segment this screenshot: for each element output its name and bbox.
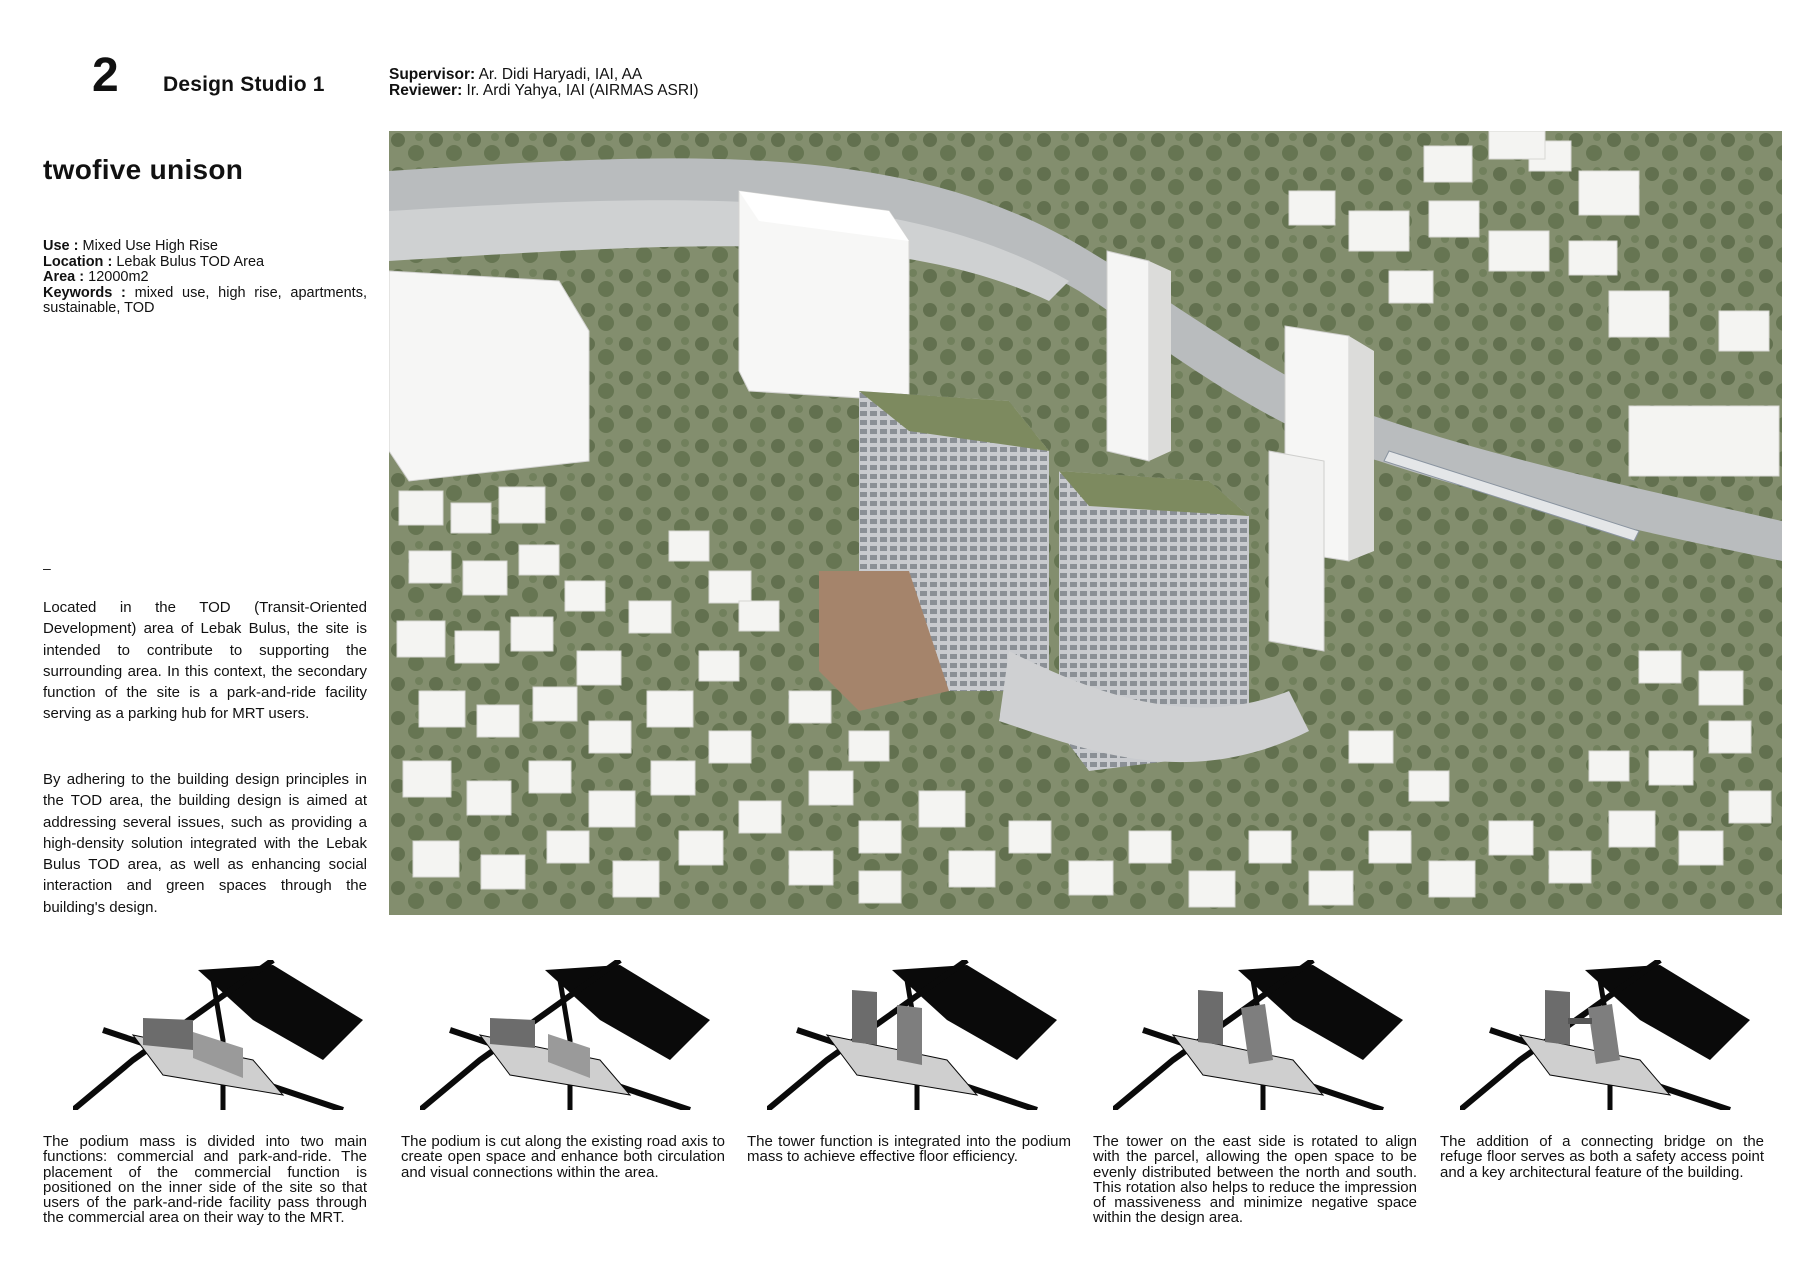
area-label: Area : — [43, 269, 85, 285]
aerial-render-image — [389, 131, 1782, 915]
supervisor-label: Supervisor: — [389, 66, 476, 83]
supervisor-name: Ar. Didi Haryadi, IAI, AA — [478, 66, 643, 83]
area-line — [43, 270, 367, 286]
description-paragraph-1: Located in the TOD (Transit-Oriented Development) area of Lebak Bulus, the site is intended to contribute to supporting the surrounding area. In this context, the secondary function of the site is a park-and-ride facility serving as a parking hub for MRT users. — [43, 599, 367, 723]
location-line — [43, 255, 367, 271]
diagram-2-podium-cut — [420, 960, 710, 1110]
keywords-label: Keywords : — [43, 284, 126, 301]
use-label: Use : — [43, 238, 79, 254]
diagram-5-connecting-bridge — [1460, 960, 1750, 1110]
credits-block — [389, 67, 699, 99]
reviewer-line — [389, 83, 699, 99]
diagram-2-caption: The podium is cut along the existing road axis to create open space and enhance both circulation and visual connections within the area. — [401, 1133, 725, 1181]
keywords-value: mixed use, high rise, apartments, sustainable, TOD — [43, 284, 367, 316]
diagram-4-tower-rotation — [1113, 960, 1403, 1110]
use-value: Mixed Use High Rise — [82, 238, 218, 254]
studio-title: Design Studio 1 — [163, 73, 325, 96]
diagram-1-caption: The podium mass is divided into two main functions: commercial and park-and-ride. The placement of the commercial function is positioned on the inner side of the site so that users of the park-and-ride facility pass through the commercial area on their way to the MRT. — [43, 1133, 367, 1227]
diagram-5-caption: The addition of a connecting bridge on the refuge floor serves as both a safety access point and a key architectural feature of the building. — [1440, 1133, 1764, 1181]
reviewer-label: Reviewer: — [389, 82, 463, 99]
diagram-3-tower-integration — [767, 960, 1057, 1110]
separator-dash: – — [43, 560, 51, 576]
location-label: Location : — [43, 253, 113, 270]
diagram-1-podium-split — [73, 960, 363, 1110]
area-value: 12000m2 — [88, 269, 149, 285]
keywords-line — [43, 286, 367, 317]
description-paragraph-2: By adhering to the building design principles in the TOD area, the building design is aimed at addressing several issues, such as providing a high-density solution integrated with the Lebak Bulus TOD area, as well as enhancing social interaction and green spaces through the building's design. — [43, 771, 367, 916]
location-value: Lebak Bulus TOD Area — [116, 253, 265, 270]
project-meta — [43, 239, 367, 317]
reviewer-name: Ir. Ardi Yahya, IAI (AIRMAS ASRI) — [466, 82, 699, 99]
page-number: 2 — [92, 49, 119, 102]
supervisor-line — [389, 67, 699, 83]
diagram-4-caption: The tower on the east side is rotated to align with the parcel, allowing the open space to be evenly distributed between the north and south. This rotation also helps to reduce the impression of massiveness and minimize negative space within the design area. — [1093, 1133, 1417, 1227]
project-title: twofive unison — [43, 154, 244, 185]
use-line — [43, 239, 367, 255]
diagram-3-caption: The tower function is integrated into the podium mass to achieve effective floor efficiency. — [747, 1133, 1071, 1166]
